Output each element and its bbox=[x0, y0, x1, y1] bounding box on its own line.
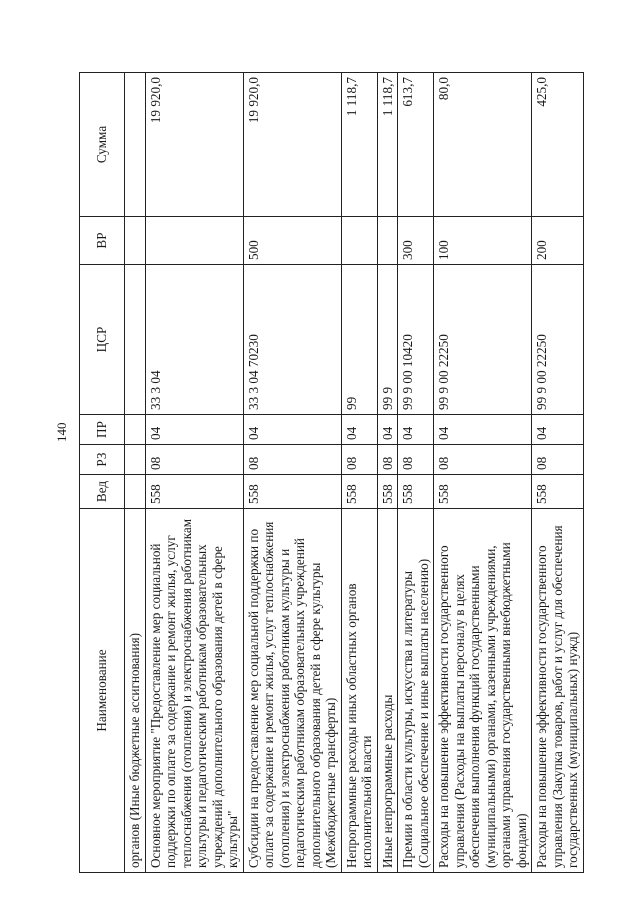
cell-pr: 04 bbox=[434, 415, 532, 445]
table-row bbox=[243, 73, 341, 873]
table-row bbox=[532, 73, 584, 873]
cell-vr: 200 bbox=[532, 217, 584, 265]
cell-pr bbox=[125, 415, 146, 445]
cell-ved: 558 bbox=[398, 475, 434, 509]
cell-rz: 08 bbox=[532, 445, 584, 475]
table-row bbox=[341, 73, 377, 873]
cell-ved: 558 bbox=[145, 475, 243, 509]
cell-name: Основное мероприятие "Предоставление мер социальной поддержки по оплате за содержание и ремонт жилья, услуг теплоснабжения (отопления) и электроснабжения работникам культуры и педагогическим работникам образовательных учреждений дополнительного образования детей в сфере культуры" bbox=[145, 509, 243, 873]
cell-csr: 99 9 00 22250 bbox=[434, 265, 532, 415]
cell-name: Расходы на повышение эффективности государственного управления (Закупка товаров, работ и услуг для обеспечения государственных (муниципальных) нужд) bbox=[532, 509, 584, 873]
cell-name: Непрограммные расходы иных областных органов исполнительной власти bbox=[341, 509, 377, 873]
cell-ved: 558 bbox=[434, 475, 532, 509]
table-header-row bbox=[80, 73, 125, 873]
cell-rz: 08 bbox=[243, 445, 341, 475]
table-row bbox=[125, 73, 146, 873]
table-row bbox=[434, 73, 532, 873]
table-row bbox=[145, 73, 243, 873]
cell-name: Субсидии на предоставление мер социальной поддержки по оплате за содержание и ремонт жилья, услуг теплоснабжения (отопления) и электроснабжения работникам культуры и педагогическим работникам образовательных учреждений дополнительного образования детей в сфере культуры (Межбюджетные трансферты) bbox=[243, 509, 341, 873]
cell-ved: 558 bbox=[377, 475, 398, 509]
cell-csr: 99 9 bbox=[377, 265, 398, 415]
cell-vr: 300 bbox=[398, 217, 434, 265]
cell-pr: 04 bbox=[377, 415, 398, 445]
cell-rz bbox=[125, 445, 146, 475]
table-body bbox=[125, 73, 584, 873]
budget-table bbox=[79, 72, 584, 873]
cell-ved bbox=[125, 475, 146, 509]
header-pr: ПР bbox=[80, 415, 125, 445]
cell-pr: 04 bbox=[243, 415, 341, 445]
cell-vr: 100 bbox=[434, 217, 532, 265]
cell-name: Иные непрограммные расходы bbox=[377, 509, 398, 873]
cell-sum: 1 118,7 bbox=[377, 73, 398, 217]
cell-sum bbox=[125, 73, 146, 217]
cell-csr: 99 bbox=[341, 265, 377, 415]
cell-rz: 08 bbox=[377, 445, 398, 475]
cell-pr: 04 bbox=[341, 415, 377, 445]
cell-rz: 08 bbox=[398, 445, 434, 475]
cell-name: органов (Иные бюджетные ассигнования) bbox=[125, 509, 146, 873]
table-row bbox=[398, 73, 434, 873]
cell-sum: 19 920,0 bbox=[145, 73, 243, 217]
cell-sum: 80,0 bbox=[434, 73, 532, 217]
cell-vr bbox=[377, 217, 398, 265]
header-name: Наименование bbox=[80, 509, 125, 873]
cell-rz: 08 bbox=[341, 445, 377, 475]
cell-name: Расходы на повышение эффективности государственного управления (Расходы на выплаты персоналу в целях обеспечения выполнения функций государственными (муниципальными) органами, казенными учреждениями, органами управления государственными внебюджетными фондами) bbox=[434, 509, 532, 873]
cell-csr: 33 3 04 bbox=[145, 265, 243, 415]
cell-sum: 425,0 bbox=[532, 73, 584, 217]
cell-pr: 04 bbox=[532, 415, 584, 445]
header-rz: РЗ bbox=[80, 445, 125, 475]
cell-vr bbox=[341, 217, 377, 265]
cell-vr bbox=[125, 217, 146, 265]
cell-sum: 613,7 bbox=[398, 73, 434, 217]
cell-pr: 04 bbox=[398, 415, 434, 445]
cell-csr: 99 9 00 22250 bbox=[532, 265, 584, 415]
table-row bbox=[377, 73, 398, 873]
header-csr: ЦСР bbox=[80, 265, 125, 415]
cell-sum: 19 920,0 bbox=[243, 73, 341, 217]
cell-rz: 08 bbox=[145, 445, 243, 475]
header-vr: ВР bbox=[80, 217, 125, 265]
cell-ved: 558 bbox=[341, 475, 377, 509]
cell-ved: 558 bbox=[532, 475, 584, 509]
cell-vr: 500 bbox=[243, 217, 341, 265]
cell-csr: 99 9 00 10420 bbox=[398, 265, 434, 415]
page-number: 140 bbox=[54, 422, 69, 442]
cell-vr bbox=[145, 217, 243, 265]
rotated-table-container bbox=[79, 73, 599, 873]
header-ved: Вед bbox=[80, 475, 125, 509]
cell-csr: 33 3 04 70230 bbox=[243, 265, 341, 415]
cell-sum: 1 118,7 bbox=[341, 73, 377, 217]
cell-pr: 04 bbox=[145, 415, 243, 445]
cell-csr bbox=[125, 265, 146, 415]
header-sum: Сумма bbox=[80, 73, 125, 217]
cell-name: Премии в области культуры, искусства и литературы (Социальное обеспечение и иные выплаты населению) bbox=[398, 509, 434, 873]
cell-rz: 08 bbox=[434, 445, 532, 475]
cell-ved: 558 bbox=[243, 475, 341, 509]
